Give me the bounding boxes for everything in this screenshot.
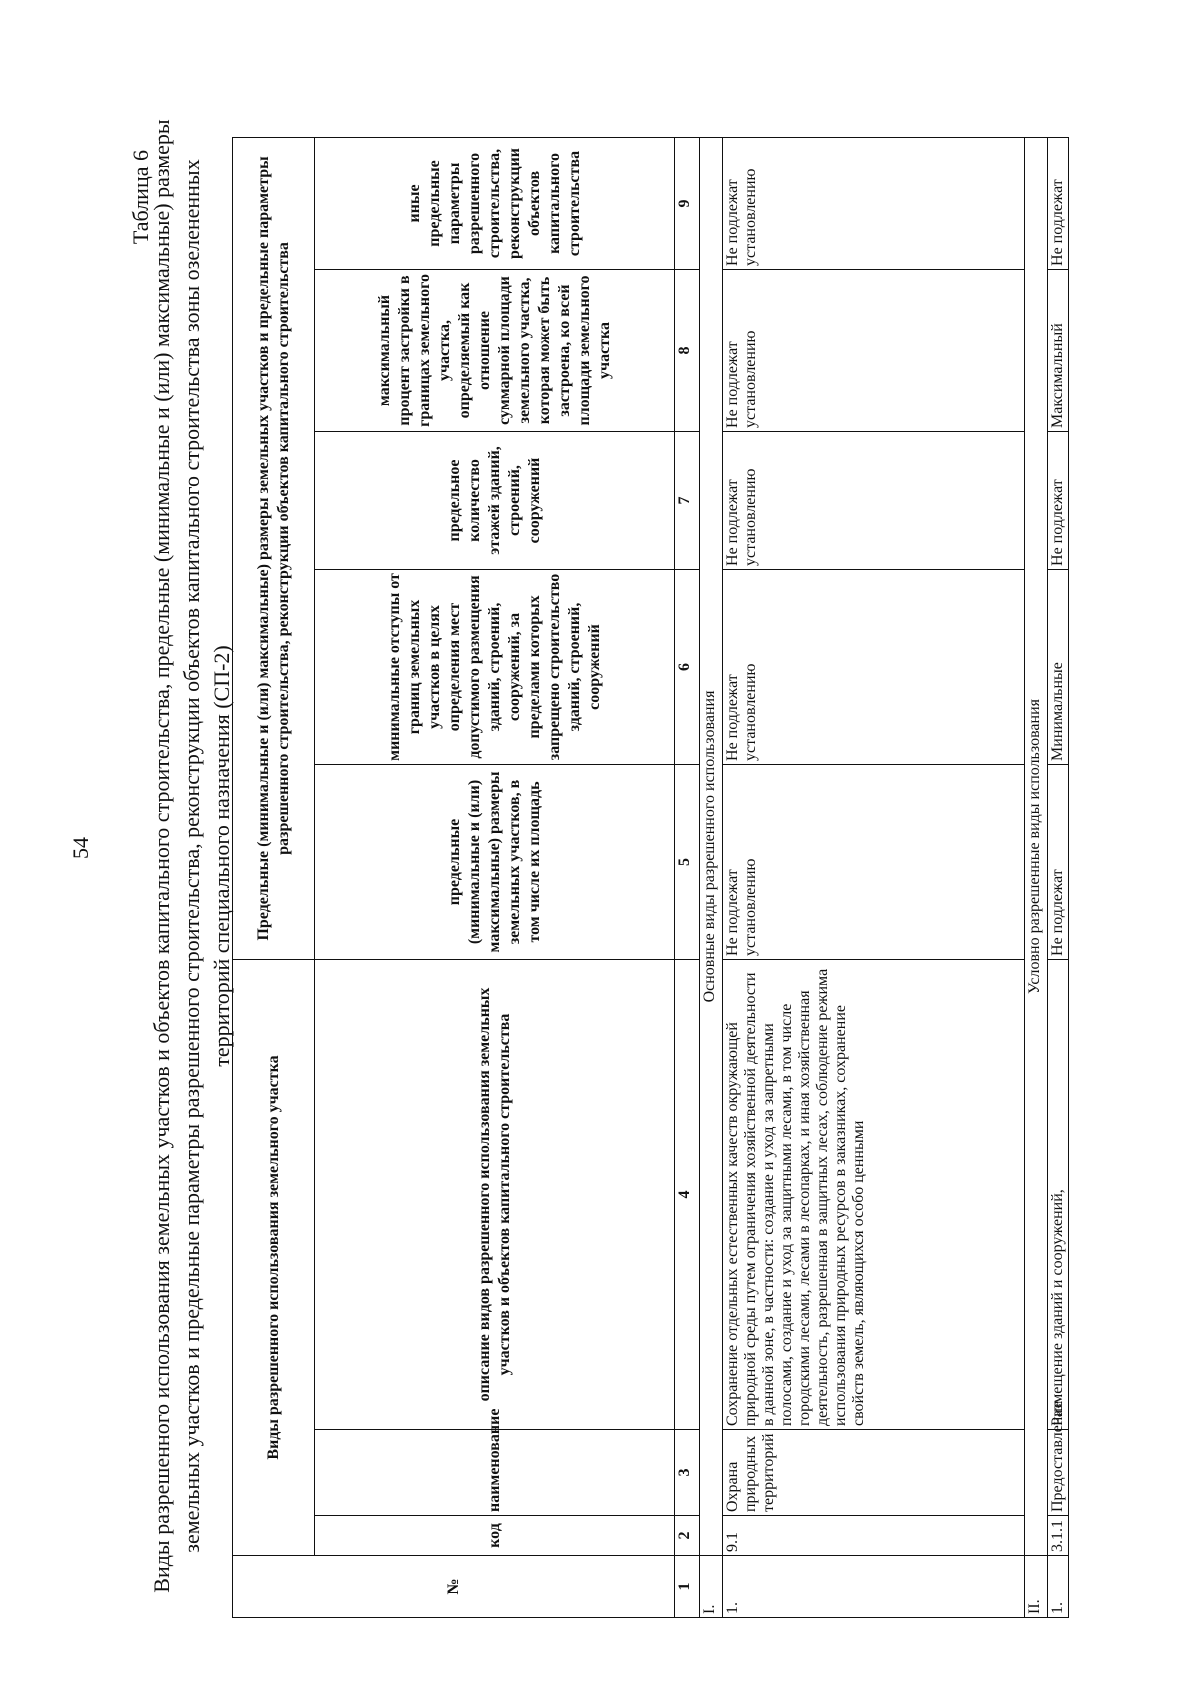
zoning-table (232, 137, 1069, 1618)
section-number: I. (700, 1556, 723, 1618)
column-number: 9 (675, 137, 700, 269)
row-percent: Максимальный (1048, 269, 1069, 431)
column-number: 2 (675, 1516, 700, 1556)
header-setbacks: минимальные отступы от границ земельных участков в целях определения мест допустимого размещения зданий, строений, сооружений, за пределами которых запрещено строительство зданий, строений, сооружений (315, 569, 675, 764)
page-number: 54 (68, 837, 93, 859)
header-code: код (315, 1516, 675, 1556)
row-other: Не подлежат установлению (723, 137, 1025, 269)
column-number: 8 (675, 269, 700, 431)
column-number: 3 (675, 1430, 700, 1516)
column-number: 6 (675, 569, 700, 764)
row-setbacks: Минимальные (1048, 569, 1069, 764)
row-name: Охрана природных территорий (723, 1430, 1025, 1516)
column-number: 7 (675, 431, 700, 569)
row-code: 3.1.1 (1048, 1516, 1069, 1556)
row-number: 1. (1048, 1556, 1069, 1618)
header-other: иные предельные параметры разрешенного строительства, реконструкции объектов капитального строительства (315, 137, 675, 269)
row-sizes: Не подлежат (1048, 764, 1069, 959)
header-group-types: Виды разрешенного использования земельного участка (233, 959, 315, 1555)
row-description: Размещение зданий и сооружений, (1048, 959, 1069, 1429)
column-number: 5 (675, 764, 700, 959)
row-sizes: Не подлежат установлению (723, 764, 1025, 959)
table-row (1048, 137, 1069, 1617)
header-description: описание видов разрешенного использования земельных участков и объектов капитального строительства (315, 959, 675, 1429)
header-name: наименование (315, 1430, 675, 1516)
table-row (723, 137, 1025, 1617)
table-label: Таблица 6 (128, 150, 153, 245)
row-floors: Не подлежат установлению (723, 431, 1025, 569)
row-other: Не подлежат (1048, 137, 1069, 269)
header-percent: максимальный процент застройки в границах земельного участка, определяемый как отношение суммарной площади земельного участка, которая может быть застроена, ко всей площади земельного участка (315, 269, 675, 431)
header-sizes: предельные (минимальные и (или) максимальные) размеры земельных участков, в том числе их площадь (315, 764, 675, 959)
header-floors: предельное количество этажей зданий, строений, сооружений (315, 431, 675, 569)
section-title: Основные виды разрешенного использования (700, 137, 723, 1555)
column-number: 4 (675, 959, 700, 1429)
row-floors: Не подлежат (1048, 431, 1069, 569)
column-number: 1 (675, 1556, 700, 1618)
section-number: II. (1025, 1556, 1048, 1618)
row-code: 9.1 (723, 1516, 1025, 1556)
table-caption: Виды разрешенного использования земельных участков и объектов капитального строительства, предельные (минимальные и (или) максимальные) размеры земельных участков и предельные параметры разрешенного строительства, реконструкции объектов капитального строительства зоны озелененных территорий специального назначения (СП-2) (149, 119, 234, 1593)
section-row (700, 137, 723, 1617)
row-percent: Не подлежат установлению (723, 269, 1025, 431)
header-group-params: Предельные (минимальные и (или) максимальные) размеры земельных участков и предельные параметры разрешенного строительства, реконструкции объектов капитального строительства (233, 137, 315, 959)
row-number: 1. (723, 1556, 1025, 1618)
header-number: № (233, 1556, 675, 1618)
row-description: Сохранение отдельных естественных качеств окружающей природной среды путем ограничения хозяйственной деятельности в данной зоне, в частности: создание и уход за запретными полосами, создание и уход за защитными лесами, в том числе городскими лесами, лесами в лесопарках, и иная хозяйственная деятельность, разрешенная в защитных лесах, соблюдение режима использования природных ресурсов в заказниках, сохранение свойств земель, являющихся особо ценными (723, 959, 1025, 1429)
section-title: Условно разрешенные виды использования (1025, 137, 1048, 1555)
row-setbacks: Не подлежат установлению (723, 569, 1025, 764)
row-name: Предоставление (1048, 1430, 1069, 1516)
section-row (1025, 137, 1048, 1617)
